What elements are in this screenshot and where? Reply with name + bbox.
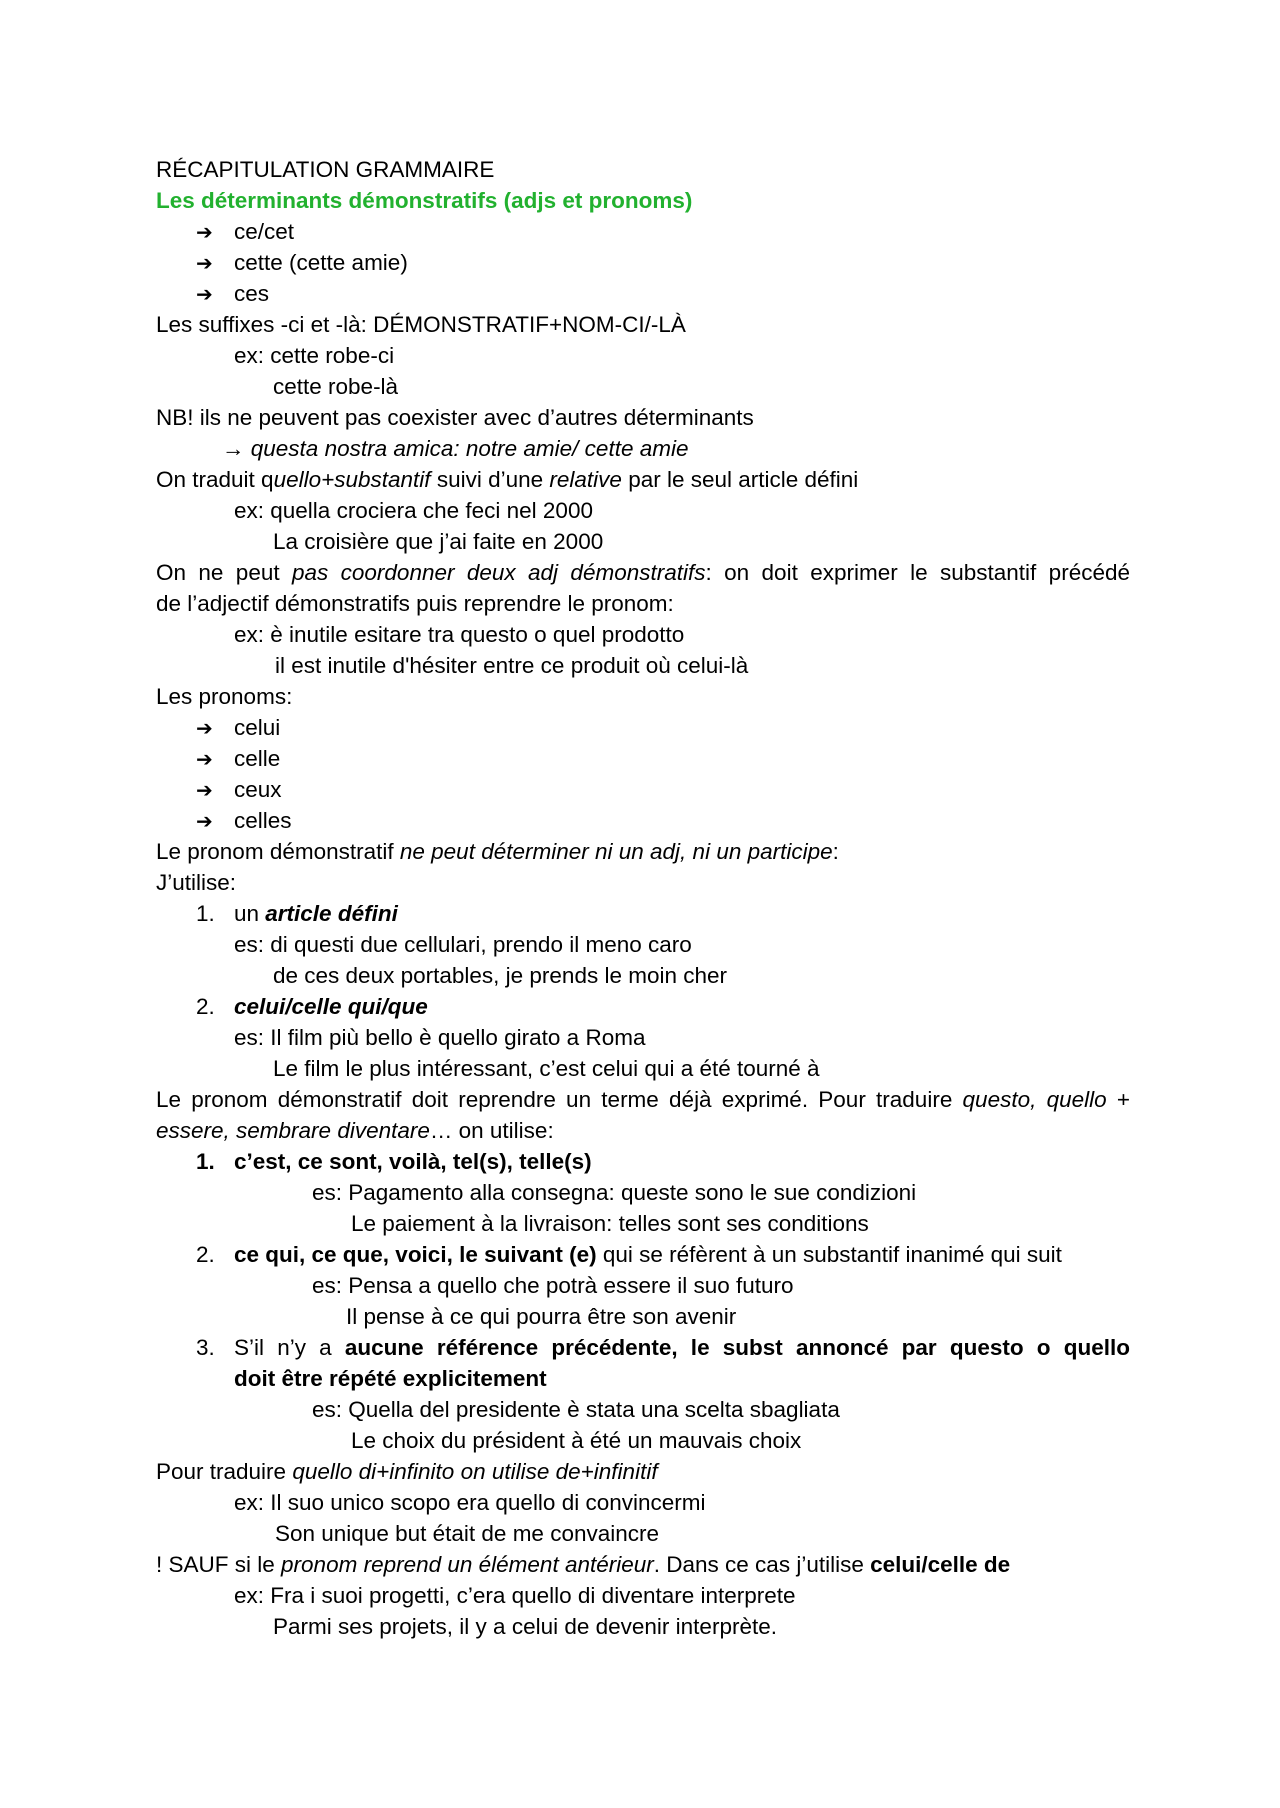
suffix-rule: Les suffixes -ci et -là: DÉMONSTRATIF+NOM-CI/-LÀ [156, 312, 686, 337]
list-item: ➔ cette (cette amie) [196, 247, 408, 279]
numbered-item: 1. un article défini [196, 901, 398, 926]
arrow-icon: ➔ [196, 747, 213, 771]
arrow-icon: ➔ [196, 220, 213, 244]
example-line: de ces deux portables, je prends le moin cher [273, 963, 728, 988]
numbered-item: 1. c’est, ce sont, voilà, tel(s), telle(s) [196, 1149, 592, 1174]
numbered-item-cont: doit être répété explicitement [234, 1366, 547, 1391]
numbered-item: 3. S’il n’y a aucune référence précédente, le subst annoncé par questo o quello [196, 1335, 1130, 1360]
example-line: Son unique but était de me convaincre [275, 1521, 660, 1546]
list-item: ➔ ces [196, 278, 269, 310]
example-line: il est inutile d'hésiter entre ce produit où celui-là [275, 653, 749, 678]
arrow-icon: ➔ [196, 251, 213, 275]
sauf-rule: ! SAUF si le pronom reprend un élément antérieur. Dans ce cas j’utilise celui/celle de [156, 1552, 1011, 1577]
list-item: ➔ celle [196, 743, 280, 775]
example-line: Le choix du président à été un mauvais choix [351, 1428, 802, 1453]
list-item: ➔ celui [196, 712, 280, 744]
example-line: ex: Il suo unico scopo era quello di convincermi [234, 1490, 706, 1515]
arrow-icon: → [222, 436, 245, 461]
coord-rule-cont: de l’adjectif démonstratifs puis reprendre le pronom: [156, 591, 674, 616]
utilise-label: J’utilise: [156, 870, 237, 895]
example-line: cette robe-là [273, 374, 399, 399]
example-line: La croisière que j’ai faite en 2000 [273, 529, 604, 554]
example-line: es: Quella del presidente è stata una scelta sbagliata [312, 1397, 840, 1422]
arrow-icon: ➔ [196, 778, 213, 802]
reprendre-rule-cont: essere, sembrare diventare… on utilise: [156, 1118, 554, 1143]
list-item: ➔ ceux [196, 774, 282, 806]
coord-rule: On ne peut pas coordonner deux adj démonstratifs: on doit exprimer le substantif précédé [156, 560, 1130, 585]
example-line: es: Il film più bello è quello girato a Roma [234, 1025, 646, 1050]
example-line: Le film le plus intéressant, c’est celui qui a été tourné à [273, 1056, 820, 1081]
nb-example: → questa nostra amica: notre amie/ cette amie [222, 436, 689, 461]
section-heading: Les déterminants démonstratifs (adjs et pronoms) [156, 188, 693, 213]
arrow-icon: ➔ [196, 716, 213, 740]
example-line: Parmi ses projets, il y a celui de devenir interprète. [273, 1614, 777, 1639]
list-item: ➔ ce/cet [196, 216, 294, 248]
example-line: es: di questi due cellulari, prendo il meno caro [234, 932, 692, 957]
arrow-icon: ➔ [196, 282, 213, 306]
arrow-icon: ➔ [196, 809, 213, 833]
nb-note: NB! ils ne peuvent pas coexister avec d’autres déterminants [156, 405, 754, 430]
numbered-item: 2. ce qui, ce que, voici, le suivant (e) qui se réfèrent à un substantif inanimé qui suit [196, 1242, 1062, 1267]
example-line: Il pense à ce qui pourra être son avenir [346, 1304, 737, 1329]
example-line: ex: quella crociera che feci nel 2000 [234, 498, 593, 523]
example-line: ex: cette robe-ci [234, 343, 395, 368]
example-line: Le paiement à la livraison: telles sont ses conditions [351, 1211, 869, 1236]
example-line: es: Pagamento alla consegna: queste sono le sue condizioni [312, 1180, 917, 1205]
list-item: ➔ celles [196, 805, 292, 837]
quello-rule: On traduit quello+substantif suivi d’une relative par le seul article défini [156, 467, 859, 492]
numbered-item: 2. celui/celle qui/que [196, 994, 428, 1019]
reprendre-rule: Le pronom démonstratif doit reprendre un terme déjà exprimé. Pour traduire questo, quello + [156, 1087, 1130, 1112]
pronoun-rule: Le pronom démonstratif ne peut déterminer ni un adj, ni un participe: [156, 839, 839, 864]
infinito-rule: Pour traduire quello di+infinito on utilise de+infinitif [156, 1459, 658, 1484]
page-title: RÉCAPITULATION GRAMMAIRE [156, 157, 495, 182]
example-line: ex: è inutile esitare tra questo o quel prodotto [234, 622, 685, 647]
pronouns-label: Les pronoms: [156, 684, 293, 709]
example-line: ex: Fra i suoi progetti, c’era quello di diventare interprete [234, 1583, 796, 1608]
example-line: es: Pensa a quello che potrà essere il suo futuro [312, 1273, 794, 1298]
